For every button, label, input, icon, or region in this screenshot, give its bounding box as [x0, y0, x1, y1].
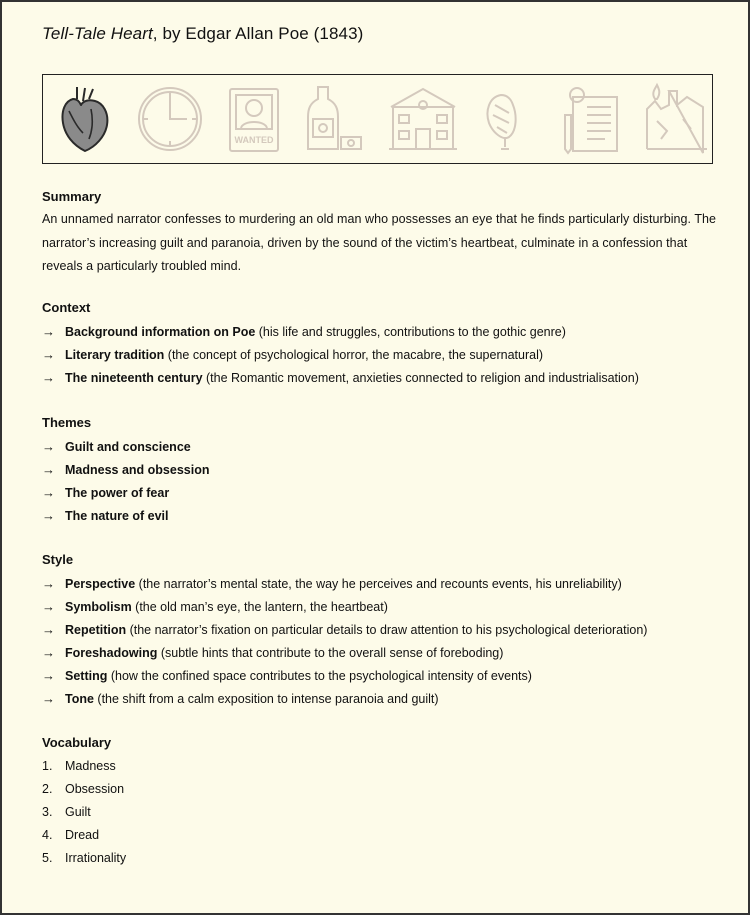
style-item-detail: (the shift from a calm exposition to intense paranoia and guilt)	[93, 692, 439, 706]
summary-section	[42, 188, 722, 279]
context-item-detail: (the concept of psychological horror, the macabre, the supernatural)	[164, 348, 544, 362]
arrow-icon: →	[42, 599, 55, 614]
school-building-icon	[389, 89, 457, 149]
style-item	[42, 595, 722, 618]
clock-icon	[139, 88, 201, 150]
arrow-icon: →	[42, 645, 55, 660]
arrow-icon: →	[42, 576, 55, 591]
vocabulary-word: Guilt	[65, 805, 91, 819]
clipboard-icon	[565, 88, 617, 153]
style-item-title: Symbolism	[65, 600, 132, 614]
vocabulary-item	[42, 778, 722, 801]
arrow-icon: →	[42, 324, 55, 339]
themes-section	[42, 414, 722, 527]
context-heading: Context	[42, 300, 91, 315]
context-item	[42, 366, 722, 389]
style-item	[42, 664, 722, 687]
vocabulary-item	[42, 847, 722, 870]
arrow-icon: →	[42, 508, 55, 523]
context-item	[42, 320, 722, 343]
arrow-icon: →	[42, 347, 55, 362]
style-item-title: Perspective	[65, 577, 136, 591]
page-title	[42, 23, 363, 45]
anatomical-heart-icon	[62, 87, 107, 151]
summary-text: An unnamed narrator confesses to murdering an old man who possesses an eye that he finds particularly disturbing. The narrator’s increasing guilt and paranoia, driven by the sound of the victim’s heartbeat, culminate in a confession that reveals a particularly troubled mind.	[42, 212, 717, 273]
style-item	[42, 572, 722, 595]
context-item	[42, 343, 722, 366]
arrow-icon: →	[42, 622, 55, 637]
icon-strip	[42, 74, 713, 164]
arrow-icon: →	[42, 691, 55, 706]
theme-item-title: The power of fear	[65, 486, 170, 500]
vocabulary-item	[42, 801, 722, 824]
arrow-icon: →	[42, 439, 55, 454]
icon-strip-svg	[43, 75, 712, 163]
arrow-icon: →	[42, 370, 55, 385]
context-item-title: Literary tradition	[65, 348, 165, 362]
style-item-detail: (how the confined space contributes to the psychological intensity of events)	[107, 669, 532, 683]
vocabulary-word: Dread	[65, 828, 100, 842]
context-item-detail: (his life and struggles, contributions to the gothic genre)	[255, 325, 566, 339]
theme-item	[42, 504, 722, 527]
theme-item	[42, 481, 722, 504]
vocabulary-section	[42, 734, 722, 870]
theme-item	[42, 435, 722, 458]
style-item-detail: (subtle hints that contribute to the overall sense of foreboding)	[157, 646, 504, 660]
vocabulary-word: Irrationality	[65, 851, 127, 865]
vocabulary-number: 2.	[42, 782, 53, 796]
vocabulary-number: 4.	[42, 828, 53, 842]
style-item	[42, 687, 722, 710]
context-item-detail: (the Romantic movement, anxieties connected to religion and industrialisation)	[202, 371, 639, 385]
theme-item-title: Madness and obsession	[65, 463, 210, 477]
arrow-icon: →	[42, 462, 55, 477]
themes-heading: Themes	[42, 415, 92, 430]
wanted-poster-icon	[230, 89, 278, 151]
vocabulary-item	[42, 824, 722, 847]
vocabulary-number: 5.	[42, 851, 53, 865]
context-section	[42, 299, 722, 389]
style-item	[42, 618, 722, 641]
summary-heading: Summary	[42, 189, 102, 204]
style-item-detail: (the narrator’s mental state, the way he perceives and recounts events, his unreliability)	[135, 577, 622, 591]
context-item-title: The nineteenth century	[65, 371, 203, 385]
style-item	[42, 641, 722, 664]
style-item-title: Tone	[65, 692, 94, 706]
theme-item-title: The nature of evil	[65, 509, 169, 523]
vocabulary-word: Madness	[65, 759, 116, 773]
theme-item	[42, 458, 722, 481]
style-item-title: Foreshadowing	[65, 646, 158, 660]
context-item-title: Background information on Poe	[65, 325, 256, 339]
style-item-title: Repetition	[65, 623, 127, 637]
ruined-house-icon	[647, 85, 707, 153]
style-item-title: Setting	[65, 669, 108, 683]
arrow-icon: →	[42, 485, 55, 500]
style-item-detail: (the old man’s eye, the lantern, the heartbeat)	[131, 600, 388, 614]
bottle-icon	[308, 87, 361, 149]
theme-item-title: Guilt and conscience	[65, 440, 191, 454]
arrow-icon: →	[42, 668, 55, 683]
lantern-icon	[488, 95, 516, 149]
vocabulary-item	[42, 755, 722, 778]
style-heading: Style	[42, 552, 74, 567]
style-item-detail: (the narrator’s fixation on particular details to draw attention to his psychological deterioration)	[126, 623, 648, 637]
style-section	[42, 551, 722, 710]
vocabulary-number: 3.	[42, 805, 53, 819]
title-rest: , by Edgar Allan Poe (1843)	[152, 24, 364, 43]
vocabulary-word: Obsession	[65, 782, 125, 796]
title-italic: Tell-Tale Heart	[42, 24, 153, 43]
wanted-label: WANTED	[234, 135, 274, 145]
vocabulary-heading: Vocabulary	[42, 735, 112, 750]
vocabulary-number: 1.	[42, 759, 53, 773]
